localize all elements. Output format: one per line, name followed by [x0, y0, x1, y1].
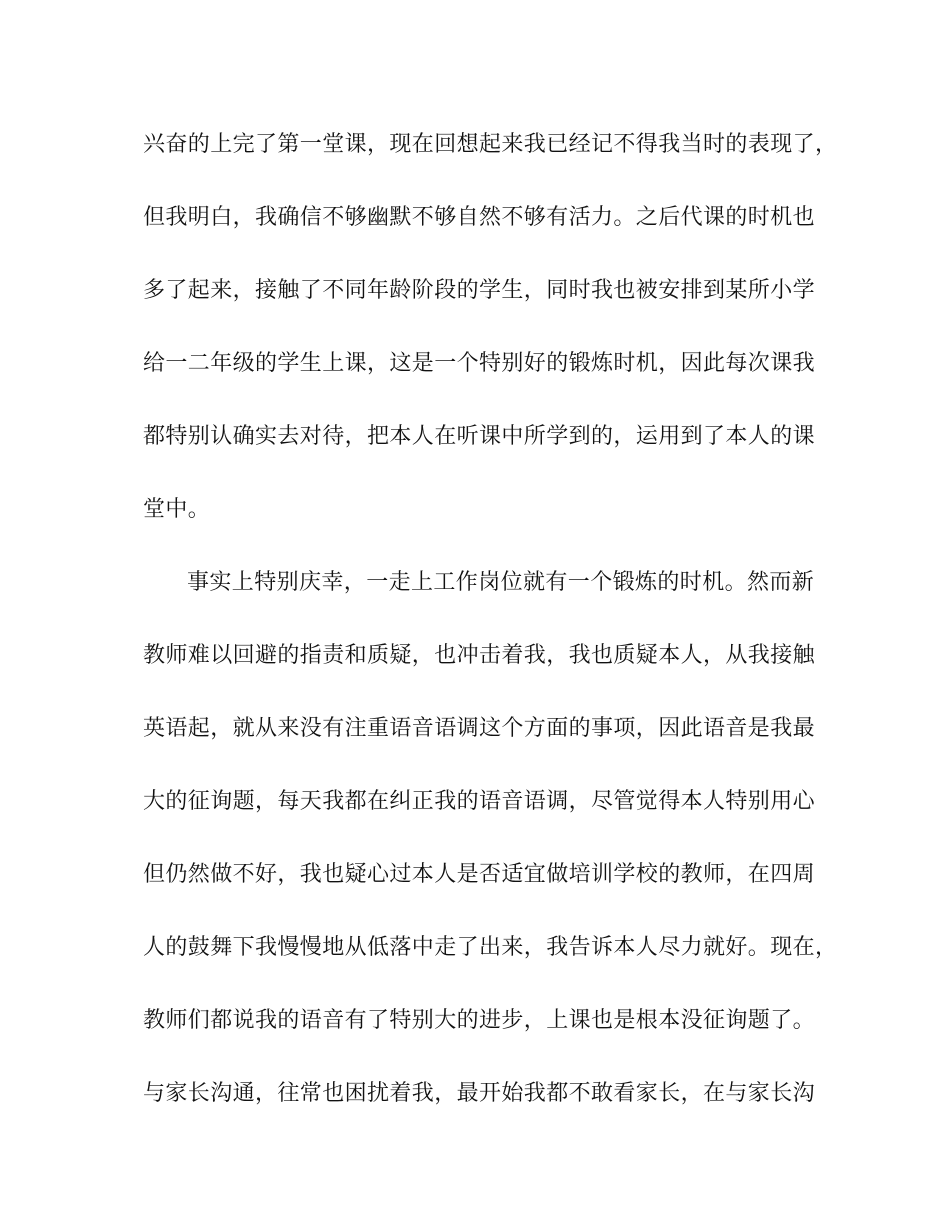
text-line: 堂中。: [143, 497, 211, 522]
text-line: 大的征询题，每天我都在纠正我的语音语调，尽管觉得本人特别用心: [143, 789, 816, 814]
text-line: 但仍然做不好，我也疑心过本人是否适宜做培训学校的教师，在四周: [143, 862, 816, 887]
text-line: 都特别认确实去对待，把本人在听课中所学到的，运用到了本人的课: [143, 424, 816, 449]
text-line: 给一二年级的学生上课，这是一个特别好的锻炼时机，因此每次课我: [143, 351, 816, 376]
text-line: 与家长沟通，往常也困扰着我，最开始我都不敢看家长，在与家长沟: [143, 1081, 816, 1106]
text-line: 教师难以回避的指责和质疑，也冲击着我，我也质疑本人，从我接触: [143, 643, 816, 668]
text-line: 英语起，就从来没有注重语音语调这个方面的事项，因此语音是我最: [143, 716, 816, 741]
text-line: 但我明白，我确信不够幽默不够自然不够有活力。之后代课的时机也: [143, 205, 816, 230]
text-line: 多了起来，接触了不同年龄阶段的学生，同时我也被安排到某所小学: [143, 278, 816, 303]
paragraph-start-line: 事实上特别庆幸，一走上工作岗位就有一个锻炼的时机。然而新: [187, 570, 815, 595]
text-line: 兴奋的上完了第一堂课，现在回想起来我已经记不得我当时的表现了，: [143, 132, 838, 157]
text-line: 教师们都说我的语音有了特别大的进步，上课也是根本没征询题了。: [143, 1008, 816, 1033]
text-line: 人的鼓舞下我慢慢地从低落中走了出来，我告诉本人尽力就好。现在，: [143, 935, 838, 960]
